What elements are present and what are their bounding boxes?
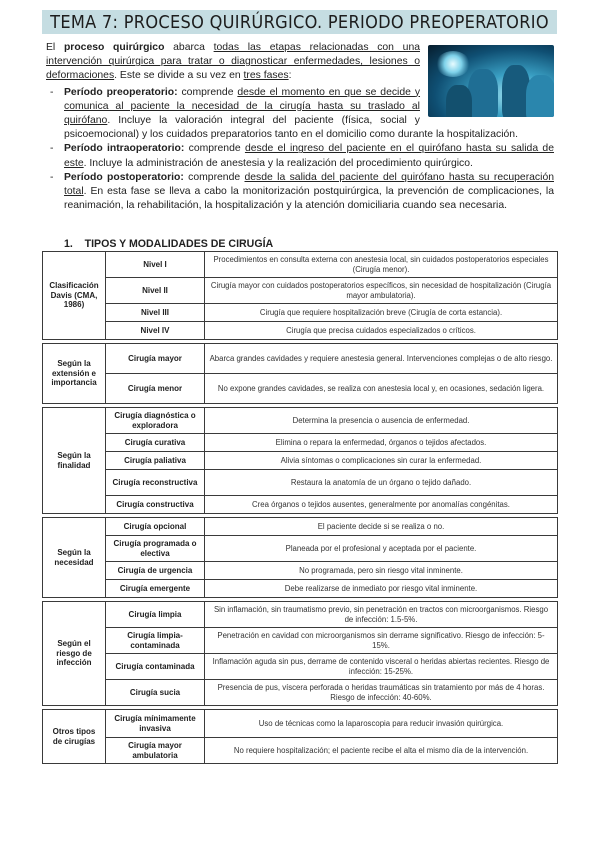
surgery-type: Cirugía de urgencia [106, 562, 205, 580]
table-row [43, 710, 558, 738]
surgery-type: Nivel I [106, 252, 205, 278]
table-row [43, 518, 558, 536]
surgery-type: Cirugía curativa [106, 434, 205, 452]
group-label: Clasificación Davis (CMA, 1986) [43, 252, 106, 340]
table-row [43, 470, 558, 496]
table-row [43, 562, 558, 580]
group-label: Según el riesgo de infección [43, 602, 106, 706]
table-row [43, 434, 558, 452]
table-row [43, 252, 558, 278]
surgery-description: Determina la presencia o ausencia de enfermedad. [205, 408, 558, 434]
phase-range: desde la salida del paciente del quirófano hasta su recuperación total [64, 171, 554, 198]
phase-range: desde el momento en que se decide y comunica al paciente la necesidad de la cirugía hasta su traslado al quirófano [64, 86, 421, 127]
surgery-type: Cirugía paliativa [106, 452, 205, 470]
surgery-type: Cirugía programada o electiva [106, 536, 205, 562]
surgery-type: Cirugía sucia [106, 680, 205, 706]
phase-item: - Período preoperatorio: comprende desde el momento en que se decide y comunica al paciente la necesidad de la cirugía hasta su traslado al quirófano. Incluye la valoración integral del paciente (física, social y psicoemocional) y los cuidados preparatorios tanto en el domicilio como durante la hospitalización. [64, 86, 554, 143]
surgery-type: Cirugía constructiva [106, 496, 205, 514]
table-row [43, 344, 558, 374]
surgery-description: Crea órganos o tejidos ausentes, generalmente por anomalías congénitas. [205, 496, 558, 514]
phase-item: - Período postoperatorio: comprende desde la salida del paciente del quirófano hasta su recuperación total. En esta fase se lleva a cabo la monitorización postquirúrgica, la prevención de complicaciones, la reanimación, la rehabilitación, la hospitalización y la atención domiciliaria cuando sea necesaria. [64, 171, 554, 214]
surgery-description: No expone grandes cavidades, se realiza con anestesia local y, en ocasiones, sedación ligera. [205, 374, 558, 404]
phase-item: - Período intraoperatorio: comprende desde el ingreso del paciente en el quirófano hasta su salida de este. Incluye la administración de anestesia y la realización del procedimiento quirúrgico. [64, 142, 554, 170]
title-band [42, 10, 557, 34]
intro-paragraph: El proceso quirúrgico abarca todas las etapas relacionadas con una intervención quirúrgica para tratar o diagnosticar enfermedades, lesiones o deformaciones. Este se divide a su vez en tres fases: [46, 42, 420, 82]
surgery-description: No programada, pero sin riesgo vital inminente. [205, 562, 558, 580]
surgery-description: Restaura la anatomía de un órgano o tejido dañado. [205, 470, 558, 496]
table-row [43, 322, 558, 340]
surgery-type: Cirugía contaminada [106, 654, 205, 680]
section-heading: 1. TIPOS Y MODALIDADES DE CIRUGÍA [64, 238, 274, 250]
table-row [43, 452, 558, 470]
surgery-type: Cirugía limpia [106, 602, 205, 628]
surgery-type: Cirugía emergente [106, 580, 205, 598]
surgery-description: El paciente decide si se realiza o no. [205, 518, 558, 536]
surgery-description: Abarca grandes cavidades y requiere anestesia general. Intervenciones complejas o de alto riesgo. [205, 344, 558, 374]
surgery-types-table [42, 251, 558, 764]
intro-section [46, 41, 554, 213]
surgery-type: Nivel III [106, 304, 205, 322]
surgery-description: Cirugía que requiere hospitalización breve (Cirugía de corta estancia). [205, 304, 558, 322]
surgery-type: Cirugía limpia-contaminada [106, 628, 205, 654]
table-row [43, 738, 558, 764]
table-row [43, 536, 558, 562]
surgery-description: Elimina o repara la enfermedad, órganos o tejidos afectados. [205, 434, 558, 452]
surgery-description: Presencia de pus, víscera perforada o heridas traumáticas sin tratamiento por más de 4 horas. Riesgo de infección: 40-60%. [205, 680, 558, 706]
surgery-type: Nivel II [106, 278, 205, 304]
group-label: Según la finalidad [43, 408, 106, 514]
surgery-description: Inflamación aguda sin pus, derrame de contenido visceral o heridas abiertas recientes. Riesgo de infección: 15-25%. [205, 654, 558, 680]
table-row [43, 408, 558, 434]
surgery-type: Cirugía reconstructiva [106, 470, 205, 496]
surgery-description: Planeada por el profesional y aceptada por el paciente. [205, 536, 558, 562]
group-label: Otros tipos de cirugías [43, 710, 106, 764]
table-row [43, 602, 558, 628]
table-row [43, 628, 558, 654]
table-row [43, 278, 558, 304]
table-row [43, 374, 558, 404]
phase-range: desde el ingreso del paciente en el quirófano hasta su salida de este [64, 143, 554, 169]
surgery-description: Cirugía que precisa cuidados especializados o críticos. [205, 322, 558, 340]
group-label: Según la necesidad [43, 518, 106, 598]
surgery-description: Uso de técnicas como la laparoscopia para reducir invasión quirúrgica. [205, 710, 558, 738]
surgery-description: Procedimientos en consulta externa con anestesia local, sin cuidados postoperatorios especiales (Cirugía menor). [205, 252, 558, 278]
phase-list [46, 86, 554, 214]
surgery-description: Debe realizarse de inmediato por riesgo vital inminente. [205, 580, 558, 598]
page-title: TEMA 7: PROCESO QUIRÚRGICO. PERIODO PREOPERATORIO [50, 12, 549, 33]
surgery-description: Alivia síntomas o complicaciones sin curar la enfermedad. [205, 452, 558, 470]
surgery-type: Cirugía mayor [106, 344, 205, 374]
surgery-description: No requiere hospitalización; el paciente recibe el alta el mismo día de la intervención. [205, 738, 558, 764]
surgery-type: Cirugía opcional [106, 518, 205, 536]
surgery-type: Cirugía diagnóstica o exploradora [106, 408, 205, 434]
table-row [43, 580, 558, 598]
phase-name: Período intraoperatorio: [64, 143, 185, 155]
table-row [43, 654, 558, 680]
table-row [43, 496, 558, 514]
phase-name: Período postoperatorio: [64, 171, 184, 183]
surgery-description: Cirugía mayor con cuidados postoperatorios específicos, sin necesidad de hospitalización (Cirugía mayor ambulatoria). [205, 278, 558, 304]
surgery-description: Sin inflamación, sin traumatismo previo, sin penetración en tractos con microorganismos. Riesgo de infección: 1.5-5%. [205, 602, 558, 628]
phase-name: Período preoperatorio: [64, 86, 178, 98]
surgery-type: Cirugía mínimamente invasiva [106, 710, 205, 738]
surgery-type: Cirugía menor [106, 374, 205, 404]
table-row [43, 304, 558, 322]
surgery-type: Cirugía mayor ambulatoria [106, 738, 205, 764]
group-label: Según la extensión e importancia [43, 344, 106, 404]
surgery-description: Penetración en cavidad con microorganismos sin derrame significativo. Riesgo de infección: 5-15%. [205, 628, 558, 654]
surgery-type: Nivel IV [106, 322, 205, 340]
table-row [43, 680, 558, 706]
